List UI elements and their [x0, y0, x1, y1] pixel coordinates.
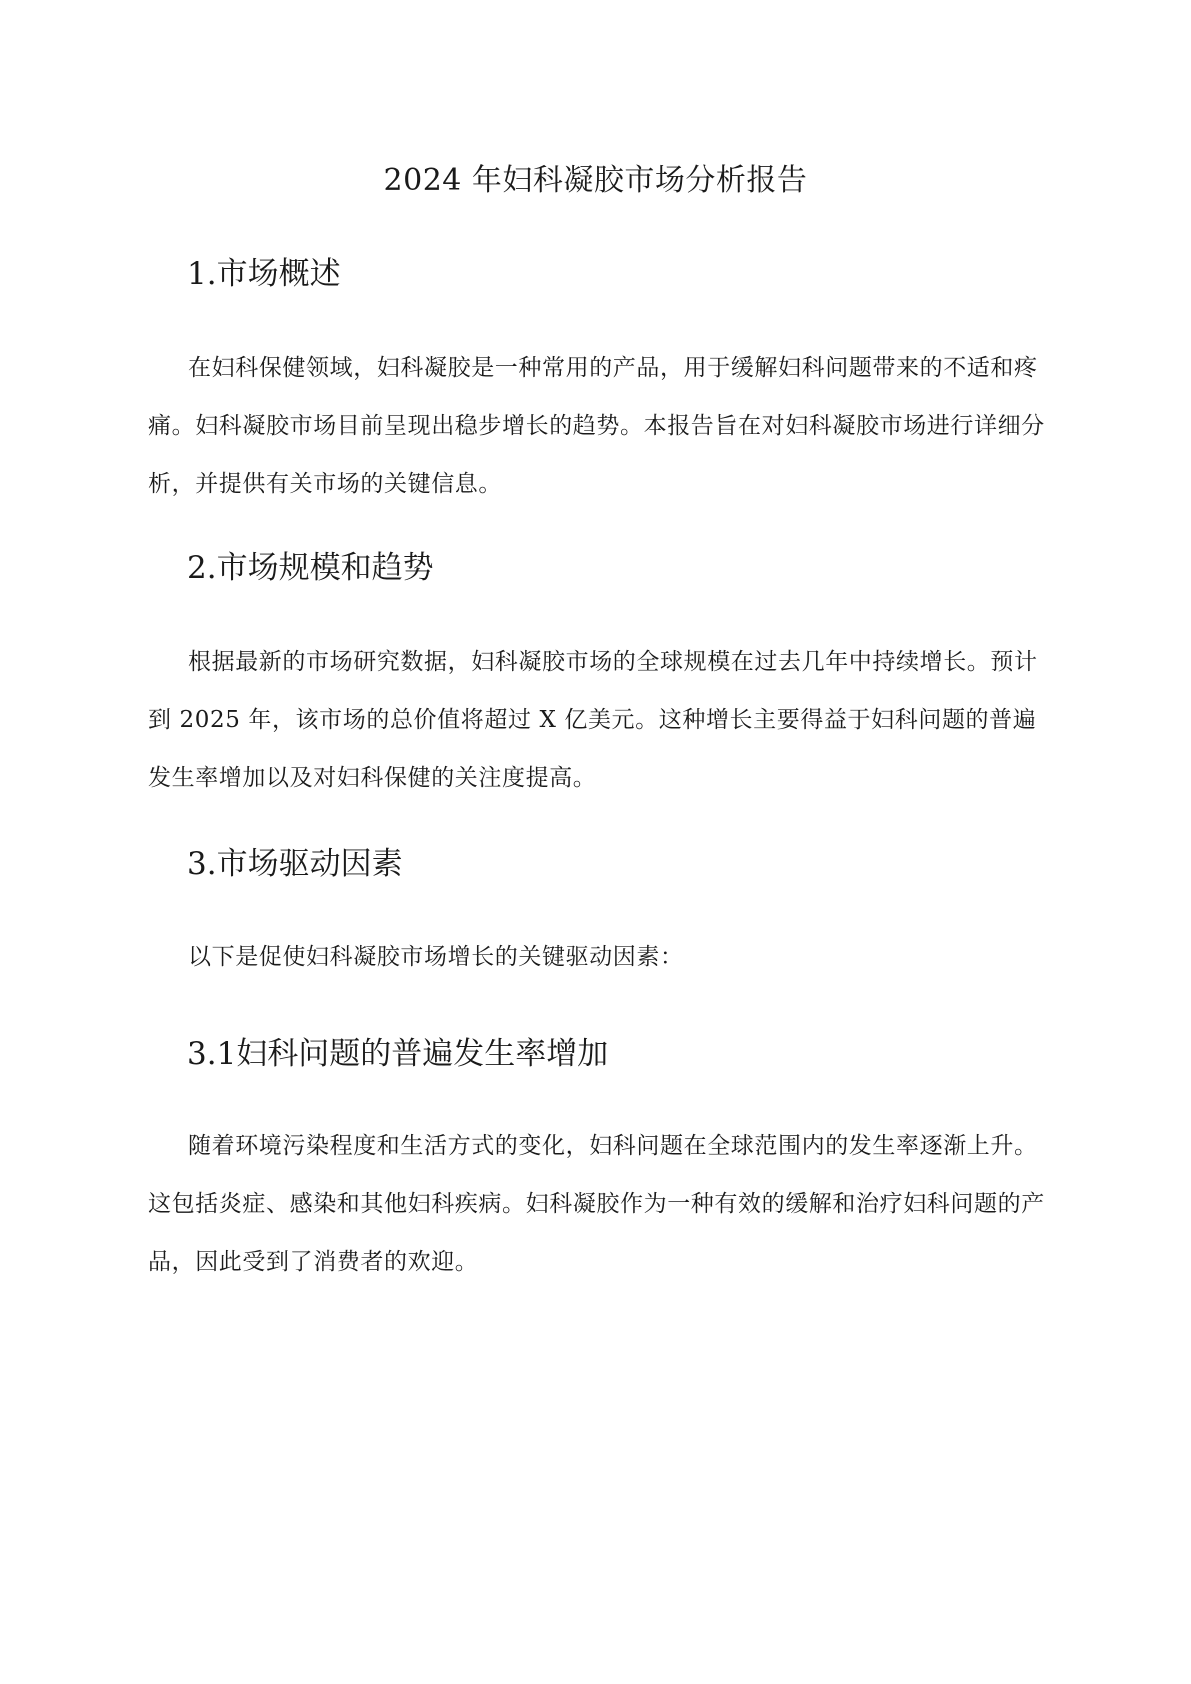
section-heading-market-overview: 1.市场概述: [187, 256, 341, 292]
section-paragraph-prevalence-increase: 随着环境污染程度和生活方式的变化，妇科问题在全球范围内的发生率逐渐上升。这包括炎症、感染和其他妇科疾病。妇科凝胶作为一种有效的缓解和治疗妇科问题的产品，因此受到了消费者的欢迎。: [148, 1133, 1045, 1275]
section-paragraph-market-size-trends: 根据最新的市场研究数据，妇科凝胶市场的全球规模在过去几年中持续增长。预计到 2025 年，该市场的总价值将超过 X 亿美元。这种增长主要得益于妇科问题的普遍发生率增加以及对妇科保健的关注度提高。: [148, 649, 1038, 791]
section-heading-prevalence-increase: 3.1妇科问题的普遍发生率增加: [187, 1036, 609, 1072]
section-paragraph-market-drivers: 以下是促使妇科凝胶市场增长的关键驱动因素：: [188, 944, 684, 970]
section-heading-market-size-trends: 2.市场规模和趋势: [187, 550, 434, 586]
section-paragraph-market-overview: 在妇科保健领域，妇科凝胶是一种常用的产品，用于缓解妇科问题带来的不适和疼痛。妇科凝胶市场目前呈现出稳步增长的趋势。本报告旨在对妇科凝胶市场进行详细分析，并提供有关市场的关键信息。: [148, 355, 1045, 497]
document-title: 2024 年妇科凝胶市场分析报告: [383, 163, 808, 198]
section-heading-market-drivers: 3.市场驱动因素: [187, 846, 403, 882]
